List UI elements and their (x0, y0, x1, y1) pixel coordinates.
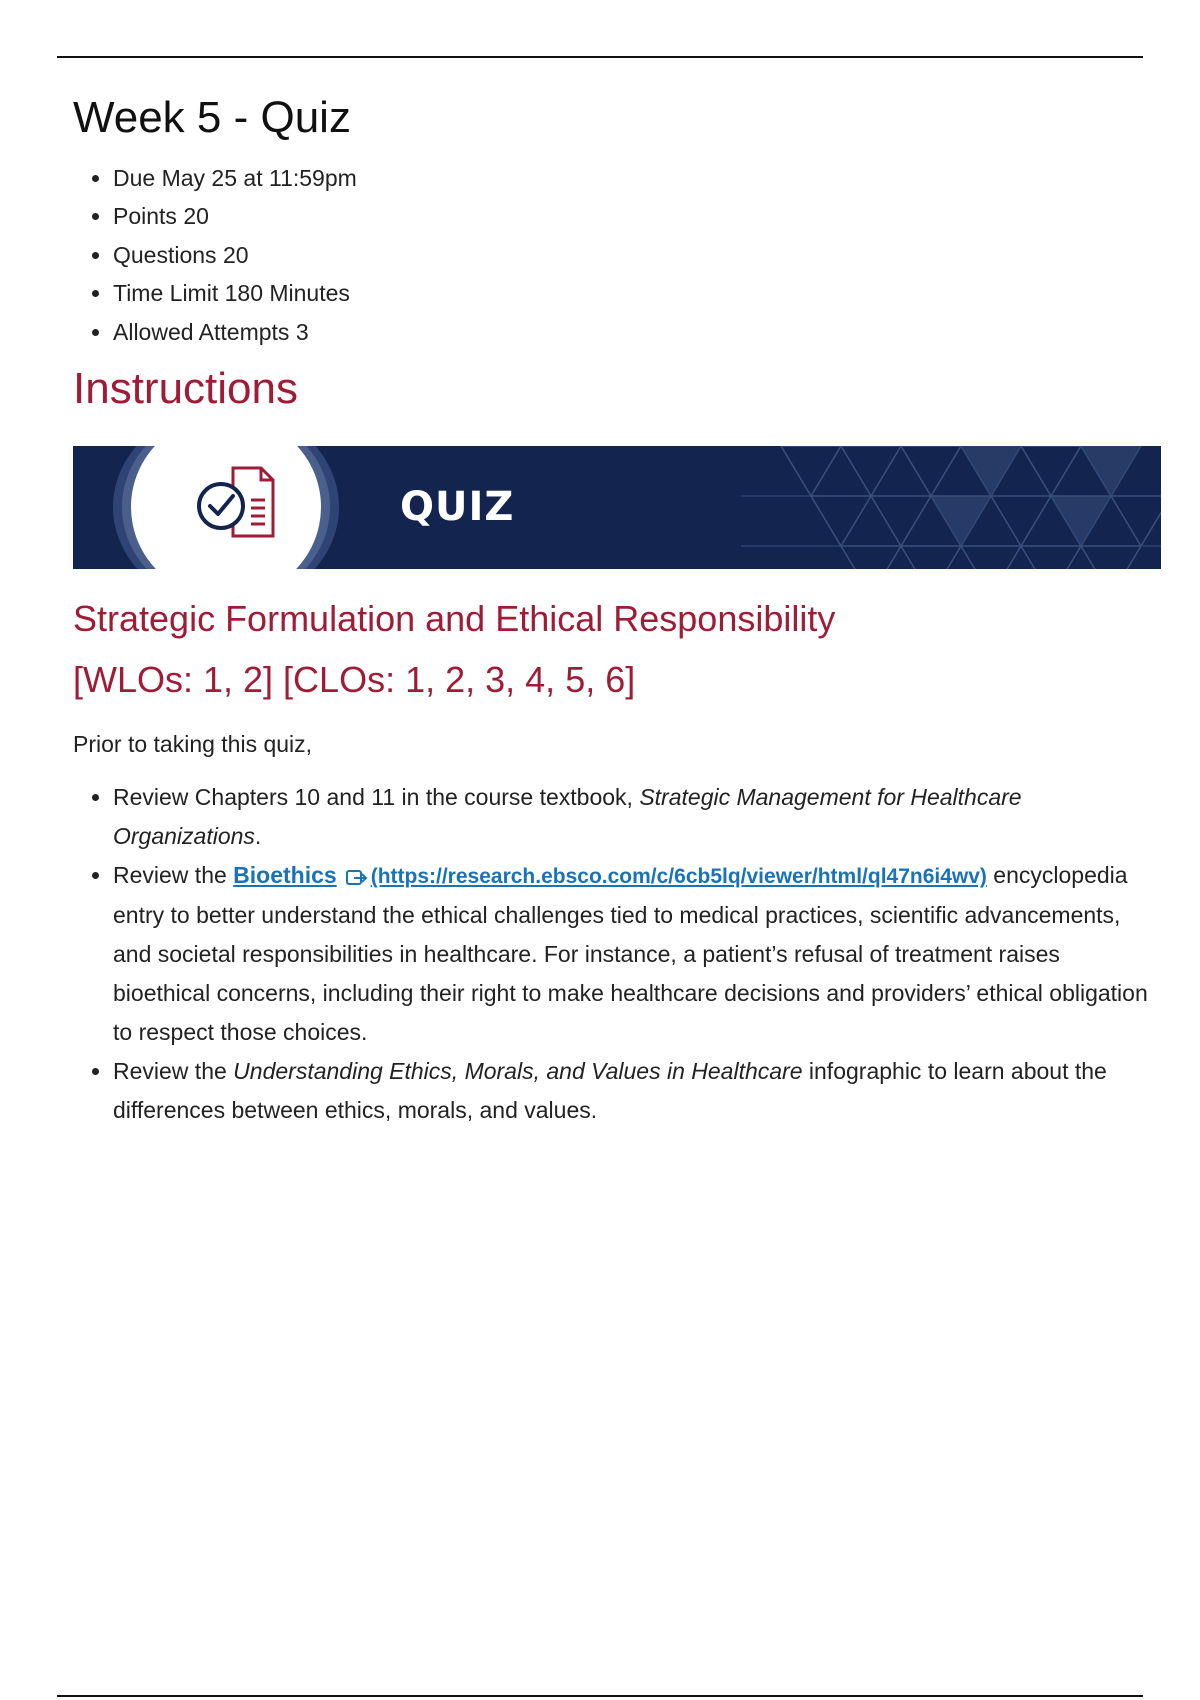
review-item-textbook (113, 778, 1163, 856)
top-divider (57, 56, 1143, 58)
external-link-icon (345, 867, 369, 887)
review-list (73, 778, 1163, 1130)
bioethics-link[interactable]: Bioethics (233, 862, 337, 889)
quiz-title: Strategic Formulation and Ethical Responsibility (73, 598, 836, 640)
review-item-bioethics (113, 856, 1163, 1052)
page-title: Week 5 - Quiz (73, 93, 351, 142)
quiz-details-list (73, 159, 1163, 352)
detail-label: Allowed Attempts (113, 318, 290, 345)
review-item-text: infographic to learn about the differences between ethics, morals, and values. (113, 1058, 1107, 1124)
quiz-page-content (73, 92, 1163, 1130)
bioethics-url-link[interactable]: (https://research.ebsco.com/c/6cb5lq/viewer/html/ql47n6i4wv) (370, 865, 987, 889)
detail-label: Points (113, 203, 177, 230)
detail-value: May 25 at 11:59pm (161, 164, 357, 191)
learning-outcomes: [WLOs: 1, 2] [CLOs: 1, 2, 3, 4, 5, 6] (73, 659, 636, 701)
review-item-text: Review Chapters 10 and 11 in the course textbook, (113, 784, 640, 811)
instructions-heading: Instructions (73, 364, 298, 414)
detail-due (113, 159, 1163, 198)
review-item-text: Review the (113, 1058, 234, 1085)
review-item-text: Review the (113, 862, 234, 889)
detail-points (113, 197, 1163, 236)
detail-value: 3 (295, 318, 309, 345)
detail-questions (113, 236, 1163, 275)
review-item-text: encyclopedia entry to better understand the ethical challenges tied to medical practices, scientific advancements, and societal responsibilities in healthcare. For instance, a patient’s refusal of treatment raises bioethical concerns, including their right to make healthcare decisions and providers’ ethical obligation to respect those choices. (113, 862, 1148, 1046)
detail-value: 20 (183, 203, 209, 230)
bottom-divider (57, 1695, 1143, 1697)
banner-icon-circle (111, 446, 341, 569)
quiz-banner (73, 446, 1161, 569)
detail-value: 20 (222, 241, 249, 268)
detail-value: 180 Minutes (224, 280, 350, 307)
textbook-title: Strategic Management for Healthcare Organizations (113, 784, 1022, 850)
intro-text: Prior to taking this quiz, (73, 731, 313, 758)
infographic-title: Understanding Ethics, Morals, and Values in Healthcare (233, 1058, 803, 1085)
detail-label: Due (113, 164, 156, 191)
detail-time-limit (113, 274, 1163, 313)
banner-label: QUIZ (400, 484, 515, 531)
detail-label: Time Limit (113, 280, 219, 307)
review-item-infographic (113, 1052, 1163, 1130)
triangle-pattern (741, 446, 1161, 569)
review-item-text: . (254, 823, 262, 850)
detail-allowed-attempts (113, 313, 1163, 352)
detail-label: Questions (113, 241, 217, 268)
